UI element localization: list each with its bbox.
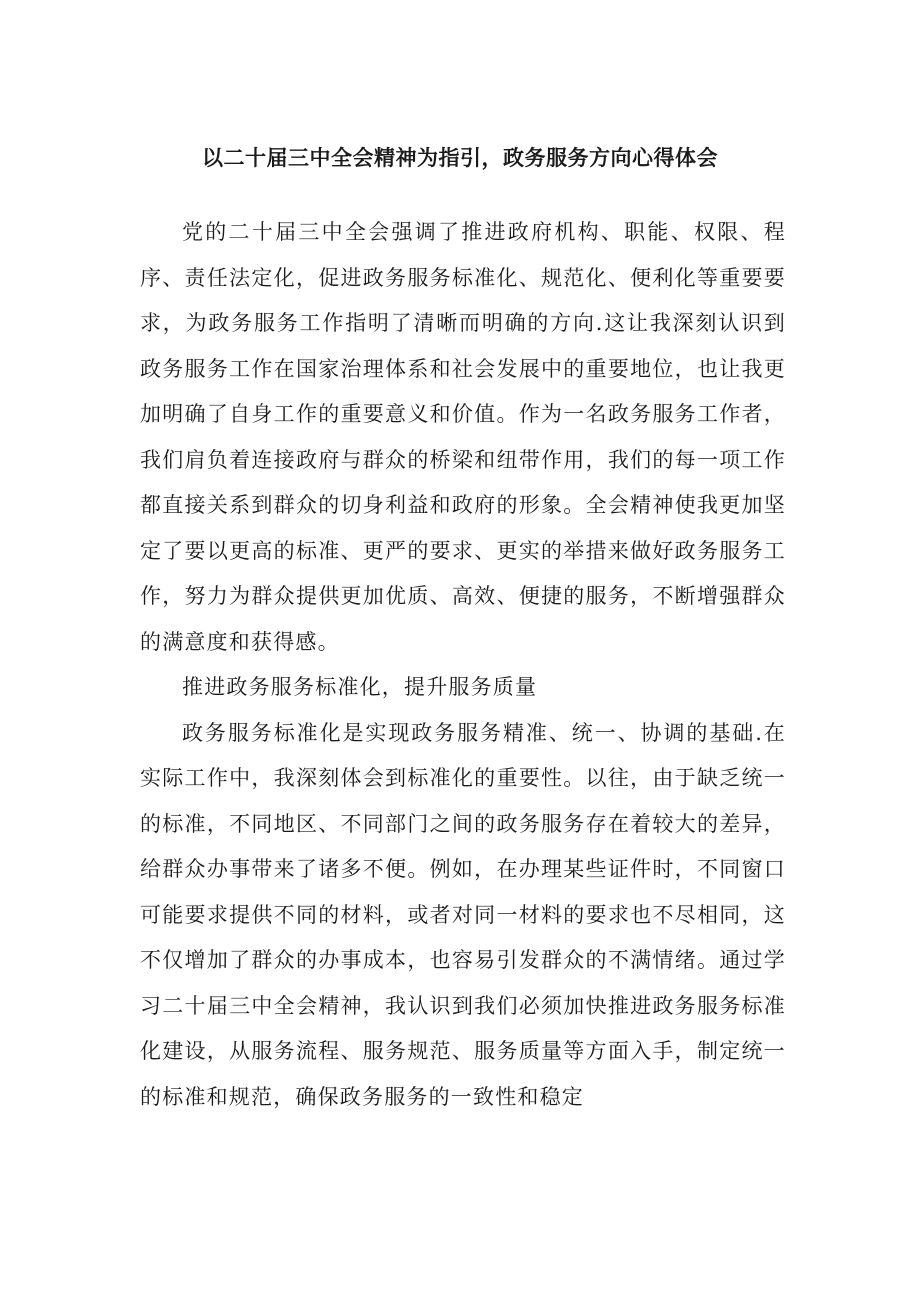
document-body: [140, 210, 786, 1120]
document-title: 以二十届三中全会精神为指引，政务服务方向心得体会: [202, 145, 718, 170]
paragraph-intro: 党的二十届三中全会强调了推进政府机构、职能、权限、程序、责任法定化，促进政务服务标准化、规范化、便利化等重要要求，为政务服务工作指明了清晰而明确的方向.这让我深刻认识到政务服务工作在国家治理体系和社会发展中的重要地位，也让我更加明确了自身工作的重要意义和价值。作为一名政务服务工作者，我们肩负着连接政府与群众的桥梁和纽带作用，我们的每一项工作都直接关系到群众的切身利益和政府的形象。全会精神使我更加坚定了要以更高的标准、更严的要求、更实的举措来做好政务服务工作，努力为群众提供更加优质、高效、便捷的服务，不断增强群众的满意度和获得感。: [140, 220, 786, 654]
section-heading: 推进政务服务标准化，提升服务质量: [182, 675, 538, 699]
paragraph-standardization: 政务服务标准化是实现政务服务精准、统一、协调的基础.在实际工作中，我深刻体会到标准化的重要性。以往，由于缺乏统一的标准，不同地区、不同部门之间的政务服务存在着较大的差异，给群众办事带来了诸多不便。例如，在办理某些证件时，不同窗口可能要求提供不同的材料，或者对同一材料的要求也不尽相同，这不仅增加了群众的办事成本，也容易引发群众的不满情绪。通过学习二十届三中全会精神，我认识到我们必须加快推进政务服务标准化建设，从服务流程、服务规范、服务质量等方面入手，制定统一的标准和规范，确保政务服务的一致性和稳定: [140, 720, 786, 1109]
